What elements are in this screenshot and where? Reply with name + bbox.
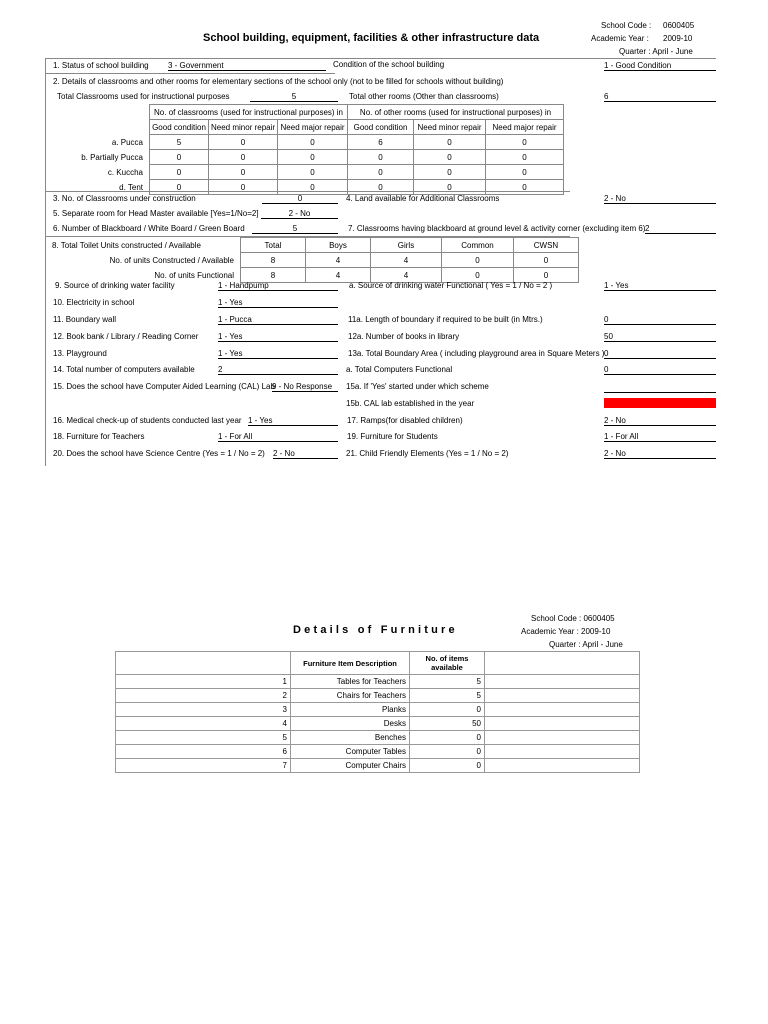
q5-value: 2 - No: [261, 209, 338, 219]
q1-value: 3 - Government: [168, 61, 326, 71]
row-label: a. Pucca: [111, 137, 143, 147]
rooms-sub-header: Good condition: [348, 120, 414, 135]
total-other-rooms-value: 6: [604, 92, 716, 102]
furniture-col-desc: Furniture Item Description: [291, 652, 410, 675]
q11a-label: 11a. Length of boundary if required to be built (in Mtrs.): [348, 315, 543, 324]
furniture-table: [115, 651, 640, 773]
q1-label: 1. Status of school building: [53, 61, 149, 70]
cell: 0: [348, 180, 414, 195]
rooms-sub-header: Need major repair: [486, 120, 564, 135]
table-row: [51, 253, 579, 268]
cell: 4: [371, 268, 442, 283]
cell: 4: [371, 253, 442, 268]
q21-value: 2 - No: [604, 449, 716, 459]
q11-label: 11. Boundary wall: [53, 315, 116, 324]
furniture-row-count: 5: [410, 675, 485, 689]
q1-divider: [45, 73, 335, 74]
furniture-row-desc: Tables for Teachers: [291, 675, 410, 689]
q18-value: 1 - For All: [218, 432, 338, 442]
cell: 0: [209, 180, 278, 195]
q12a-value: 50: [604, 332, 716, 342]
q14a-label: a. Total Computers Functional: [346, 365, 453, 374]
table-row: [116, 675, 640, 689]
cell: 0: [486, 135, 564, 150]
q9a-value: 1 - Yes: [604, 281, 716, 291]
furniture-row-count: 0: [410, 745, 485, 759]
cell: 0: [150, 150, 209, 165]
furniture-row-desc: Planks: [291, 703, 410, 717]
row-label: d. Tent: [119, 182, 143, 192]
q6-value: 5: [252, 224, 338, 234]
q15a-label: 15a. If 'Yes' started under which scheme: [346, 382, 489, 391]
row-label: c. Kuccha: [107, 167, 143, 177]
page-title: School building, equipment, facilities & other infrastructure data: [203, 32, 540, 44]
cell: 0: [486, 180, 564, 195]
cell: 0: [278, 165, 348, 180]
furniture-row-count: 5: [410, 689, 485, 703]
furniture-col-count: No. of items available: [410, 652, 485, 675]
rooms-table: [53, 104, 564, 195]
furniture-school-code: School Code : 0600405: [531, 614, 615, 623]
toilets-label: 8. Total Toilet Units constructed / Available: [52, 240, 201, 250]
furniture-quarter: Quarter : April - June: [549, 640, 623, 649]
q5-label: 5. Separate room for Head Master available [Yes=1/No=2]: [53, 209, 259, 218]
cell: 0: [348, 165, 414, 180]
toilets-col-header: Common: [442, 238, 514, 253]
furniture-row-number: 5: [116, 731, 291, 745]
cell: 0: [414, 135, 486, 150]
cell: 0: [150, 165, 209, 180]
furniture-row-desc: Computer Tables: [291, 745, 410, 759]
q17-value: 2 - No: [604, 416, 716, 426]
q11a-value: 0: [604, 315, 716, 325]
q18-label: 18. Furniture for Teachers: [53, 432, 145, 441]
q20-label: 20. Does the school have Science Centre (Yes = 1 / No = 2): [53, 449, 265, 458]
cell: 6: [348, 135, 414, 150]
furniture-row-number: 4: [116, 717, 291, 731]
q3-label: 3. No. of Classrooms under construction: [53, 194, 196, 203]
q7-label: 7. Classrooms having blackboard at ground level & activity corner (excluding item 6): [348, 224, 646, 233]
q17-label: 17. Ramps(for disabled children): [347, 416, 463, 425]
school-code-label: School Code :: [601, 21, 652, 30]
q19-value: 1 - For All: [604, 432, 716, 442]
q9a-label: a. Source of drinking water Functional ( Yes = 1 / No = 2 ): [349, 281, 553, 290]
q19-label: 19. Furniture for Students: [347, 432, 438, 441]
toilets-col-header: Boys: [306, 238, 371, 253]
form-top-border: [45, 58, 716, 59]
toilets-col-header: Total: [241, 238, 306, 253]
academic-year-label: Academic Year :: [591, 34, 649, 43]
condition-value: 1 - Good Condition: [604, 61, 716, 71]
cell: 0: [209, 165, 278, 180]
cell: 0: [514, 253, 579, 268]
furniture-row-number: 3: [116, 703, 291, 717]
table-row: [53, 150, 564, 165]
q12-label: 12. Book bank / Library / Reading Corner: [53, 332, 199, 341]
cell: 0: [209, 135, 278, 150]
furniture-row-number: 7: [116, 759, 291, 773]
q4-label: 4. Land available for Additional Classrooms: [346, 194, 500, 203]
furniture-row-number: 1: [116, 675, 291, 689]
furniture-row-count: 0: [410, 759, 485, 773]
q12-value: 1 - Yes: [218, 332, 338, 342]
q10-value: 1 - Yes: [218, 298, 338, 308]
furniture-row-number: 2: [116, 689, 291, 703]
toilets-table: [51, 237, 579, 283]
q4-value: 2 - No: [604, 194, 716, 204]
q20-value: 2 - No: [273, 449, 338, 459]
q12a-label: 12a. Number of books in library: [348, 332, 460, 341]
q15a-value-line: [604, 392, 716, 393]
cell: 8: [241, 268, 306, 283]
q13a-value: 0: [604, 349, 716, 359]
rooms-divider: [45, 191, 570, 192]
cell: 0: [486, 165, 564, 180]
rooms-head-classrooms: No. of classrooms (used for instructional purposes) in: [150, 105, 348, 120]
cell: 0: [278, 135, 348, 150]
q9-value: 1 - Handpump: [218, 281, 338, 291]
furniture-academic-year: Academic Year : 2009-10: [521, 627, 611, 636]
rooms-head-other: No. of other rooms (used for instructional purposes) in: [348, 105, 564, 120]
furniture-row-desc: Desks: [291, 717, 410, 731]
cell: 8: [241, 253, 306, 268]
cell: 0: [414, 165, 486, 180]
furniture-title: Details of Furniture: [293, 624, 458, 636]
table-row: [53, 180, 564, 195]
furniture-row-count: 50: [410, 717, 485, 731]
total-other-rooms-label: Total other rooms (Other than classrooms): [349, 92, 499, 101]
furniture-row-desc: Computer Chairs: [291, 759, 410, 773]
q9-label: 9. Source of drinking water facility: [55, 281, 175, 290]
table-row: [116, 717, 640, 731]
furniture-row-count: 0: [410, 703, 485, 717]
q11-value: 1 - Pucca: [218, 315, 338, 325]
total-classrooms-label: Total Classrooms used for instructional purposes: [57, 92, 230, 101]
form-left-border: [45, 58, 46, 466]
q16-label: 16. Medical check-up of students conducted last year: [53, 416, 242, 425]
q13-label: 13. Playground: [53, 349, 107, 358]
q14-label: 14. Total number of computers available: [53, 365, 195, 374]
q14-value: 2: [218, 365, 338, 375]
rooms-sub-header: Need major repair: [278, 120, 348, 135]
toilets-col-header: CWSN: [514, 238, 579, 253]
cell: 0: [414, 180, 486, 195]
table-row: [116, 759, 640, 773]
q13a-label: 13a. Total Boundary Area ( including playground area in Square Meters ): [348, 349, 605, 358]
cell: 4: [306, 253, 371, 268]
cell: 5: [150, 135, 209, 150]
rooms-sub-header: Good condition: [150, 120, 209, 135]
row-label: No. of units Functional: [154, 270, 234, 280]
q15-value: 9 - No Response: [272, 382, 338, 392]
cell: 0: [278, 150, 348, 165]
furniture-row-desc: Chairs for Teachers: [291, 689, 410, 703]
cell: 0: [278, 180, 348, 195]
table-row: [116, 689, 640, 703]
total-classrooms-value: 5: [250, 92, 338, 102]
cell: 0: [442, 268, 514, 283]
q14a-value: 0: [604, 365, 716, 375]
academic-year-value: 2009-10: [663, 34, 693, 43]
cell: 4: [306, 268, 371, 283]
rooms-sub-header: Need minor repair: [414, 120, 486, 135]
cell: 0: [150, 180, 209, 195]
condition-label: Condition of the school building: [333, 60, 445, 69]
cell: 0: [209, 150, 278, 165]
q21-label: 21. Child Friendly Elements (Yes = 1 / No = 2): [346, 449, 509, 458]
cell: 0: [514, 268, 579, 283]
q3-value: 0: [262, 194, 338, 204]
furniture-row-desc: Benches: [291, 731, 410, 745]
q16-value: 1 - Yes: [248, 416, 338, 426]
cell: 0: [442, 253, 514, 268]
q15b-value-highlight: [604, 398, 716, 408]
table-row: [116, 745, 640, 759]
school-code-value: 0600405: [663, 21, 695, 30]
rooms-sub-header: Need minor repair: [209, 120, 278, 135]
table-row: [53, 165, 564, 180]
table-row: [116, 703, 640, 717]
furniture-row-count: 0: [410, 731, 485, 745]
quarter-label: Quarter : April - June: [619, 47, 693, 56]
q2-label: 2. Details of classrooms and other rooms for elementary sections of the school only (not to be filled for schools without building): [53, 77, 504, 86]
cell: 0: [348, 150, 414, 165]
q15-label: 15. Does the school have Computer Aided Learning (CAL) Lab: [53, 382, 275, 391]
table-row: [53, 135, 564, 150]
row-label: b. Partially Pucca: [81, 152, 143, 162]
q13-value: 1 - Yes: [218, 349, 338, 359]
q7-value: 2: [645, 224, 716, 234]
table-row: [116, 731, 640, 745]
q6-label: 6. Number of Blackboard / White Board / Green Board: [53, 224, 245, 233]
toilets-col-header: Girls: [371, 238, 442, 253]
furniture-row-number: 6: [116, 745, 291, 759]
q15b-label: 15b. CAL lab established in the year: [346, 399, 475, 408]
q10-label: 10. Electricity in school: [53, 298, 135, 307]
cell: 0: [486, 150, 564, 165]
cell: 0: [414, 150, 486, 165]
row-label: No. of units Constructed / Available: [109, 255, 234, 265]
